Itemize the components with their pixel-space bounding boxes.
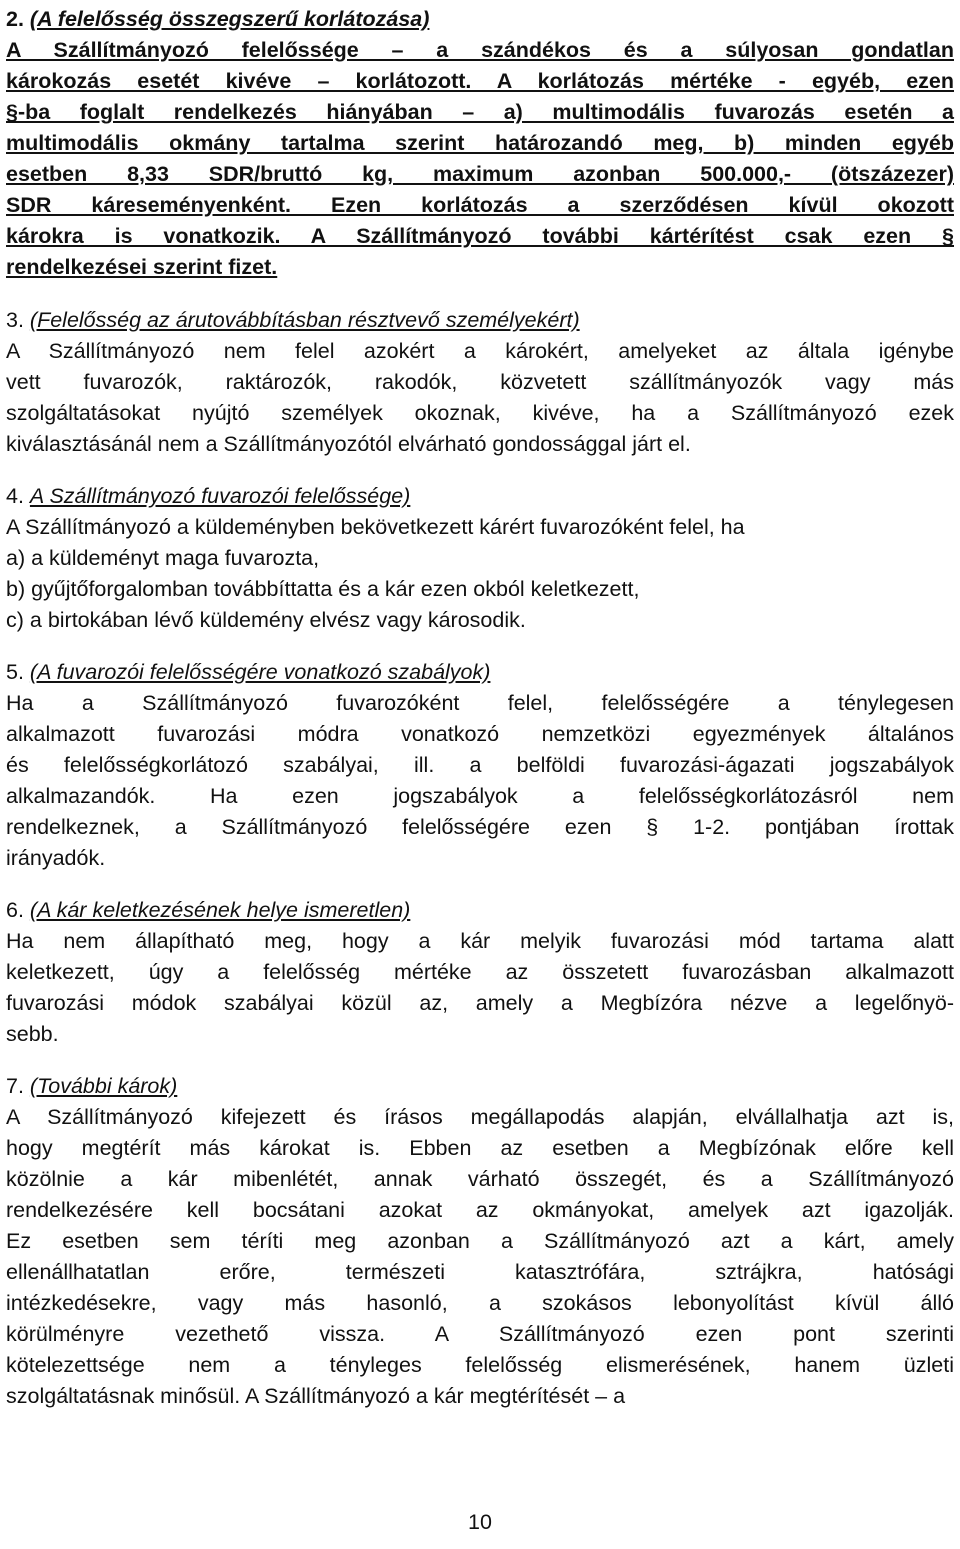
section-number: 7. — [6, 1074, 24, 1098]
section-title: (A felelősség összegszerű korlátozása) — [29, 7, 430, 31]
section-title: (Felelősség az árutovábbításban résztvevő személyekért) — [29, 308, 580, 332]
body-line: intézkedésekre, vagy más hasonló, a szokásos lebonyolítást kívül álló — [6, 1291, 954, 1315]
section-body — [6, 926, 954, 1050]
body-line: rendelkeznek, a Szállítmányozó felelősségére ezen § 1-2. pontjában írottak — [6, 815, 954, 839]
body-line: Ha nem állapítható meg, hogy a kár melyik fuvarozási mód tartama alatt — [6, 929, 954, 953]
body-line: közölnie a kár mibenlétét, annak várható összegét, és a Szállítmányozó — [6, 1167, 954, 1191]
section-heading — [6, 481, 954, 512]
document-page — [6, 4, 954, 1412]
section-heading — [6, 1071, 954, 1102]
section-3 — [6, 305, 954, 460]
body-line: Ez esetben sem téríti meg azonban a Szállítmányozó azt a kárt, amely — [6, 1229, 954, 1253]
body-line: alkalmazott fuvarozási módra vonatkozó nemzetközi egyezmények általános — [6, 722, 954, 746]
body-line: SDR káreseményenként. Ezen korlátozás a szerződésen kívül okozott — [6, 193, 954, 217]
body-line: szolgáltatásnak minősül. A Szállítmányozó a kár megtérítését – a — [6, 1384, 626, 1408]
section-number: 2. — [6, 7, 24, 31]
body-line: rendelkezései szerint fizet. — [6, 255, 278, 279]
section-number: 4. — [6, 484, 24, 508]
section-title: (A fuvarozói felelősségére vonatkozó szabályok) — [29, 660, 491, 684]
section-number: 5. — [6, 660, 24, 684]
body-line: A Szállítmányozó kifejezett és írásos megállapodás alapján, elvállalhatja azt is, — [6, 1105, 954, 1129]
section-body — [6, 688, 954, 874]
body-line: A Szállítmányozó felelőssége – a szándékos és a súlyosan gondatlan — [6, 38, 954, 62]
body-line: A Szállítmányozó nem felel azokért a károkért, amelyeket az általa igénybe — [6, 339, 954, 363]
section-heading — [6, 4, 954, 35]
body-line: hogy megtérít más károkat is. Ebben az esetben a Megbízónak előre kell — [6, 1136, 954, 1160]
page-number: 10 — [468, 1510, 492, 1534]
section-title: (További károk) — [29, 1074, 178, 1098]
body-line: irányadók. — [6, 846, 106, 870]
section-2 — [6, 4, 954, 283]
body-line: rendelkezésére kell bocsátani azokat az okmányokat, amelyek azt igazolják. — [6, 1198, 954, 1222]
section-heading — [6, 305, 954, 336]
body-line: fuvarozási módok szabályai közül az, amely a Megbízóra nézve a legelőnyö- — [6, 991, 954, 1015]
body-line: vett fuvarozók, raktározók, rakodók, közvetett szállítmányozók vagy más — [6, 370, 954, 394]
section-5 — [6, 657, 954, 874]
body-line: A Szállítmányozó a küldeményben bekövetkezett kárért fuvarozóként felel, ha — [6, 515, 745, 539]
body-line: és felelősségkorlátozó szabályai, ill. a belföldi fuvarozási-ágazati jogszabályok — [6, 753, 954, 777]
body-line: a) a küldeményt maga fuvarozta, — [6, 546, 320, 570]
body-line: esetben 8,33 SDR/bruttó kg, maximum azonban 500.000,- (ötszázezer) — [6, 162, 954, 186]
section-title: (A kár keletkezésének helye ismeretlen) — [29, 898, 411, 922]
body-line: ellenállhatatlan erőre, természeti katasztrófára, sztrájkra, hatósági — [6, 1260, 954, 1284]
section-body — [6, 35, 954, 283]
section-heading — [6, 657, 954, 688]
body-line: keletkezett, úgy a felelősség mértéke az összetett fuvarozásban alkalmazott — [6, 960, 954, 984]
body-line: károkozás esetét kivéve – korlátozott. A korlátozás mértéke - egyéb, ezen — [6, 69, 954, 93]
body-line: b) gyűjtőforgalomban továbbíttatta és a kár ezen okból keletkezett, — [6, 577, 640, 601]
section-7 — [6, 1071, 954, 1412]
body-line: kötelezettsége nem a tényleges felelősség elismerésének, hanem üzleti — [6, 1353, 954, 1377]
body-line: §-ba foglalt rendelkezés hiányában – a) multimodális fuvarozás esetén a — [6, 100, 954, 124]
body-line: körülményre vezethető vissza. A Szállítmányozó ezen pont szerinti — [6, 1322, 954, 1346]
section-number: 6. — [6, 898, 24, 922]
body-line: c) a birtokában lévő küldemény elvész vagy károsodik. — [6, 608, 526, 632]
body-line: multimodális okmány tartalma szerint határozandó meg, b) minden egyéb — [6, 131, 954, 155]
section-body — [6, 512, 954, 636]
body-line: alkalmazandók. Ha ezen jogszabályok a felelősségkorlátozásról nem — [6, 784, 954, 808]
body-line: Ha a Szállítmányozó fuvarozóként felel, felelősségére a ténylegesen — [6, 691, 954, 715]
section-heading — [6, 895, 954, 926]
section-number: 3. — [6, 308, 24, 332]
section-body — [6, 336, 954, 460]
body-line: kiválasztásánál nem a Szállítmányozótól elvárható gondossággal járt el. — [6, 432, 691, 456]
body-line: szolgáltatásokat nyújtó személyek okoznak, kivéve, ha a Szállítmányozó ezek — [6, 401, 954, 425]
section-body — [6, 1102, 954, 1412]
body-line: sebb. — [6, 1022, 59, 1046]
section-4 — [6, 481, 954, 636]
section-6 — [6, 895, 954, 1050]
section-title: A Szállítmányozó fuvarozói felelőssége) — [29, 484, 411, 508]
body-line: károkra is vonatkozik. A Szállítmányozó további kártérítést csak ezen § — [6, 224, 954, 248]
